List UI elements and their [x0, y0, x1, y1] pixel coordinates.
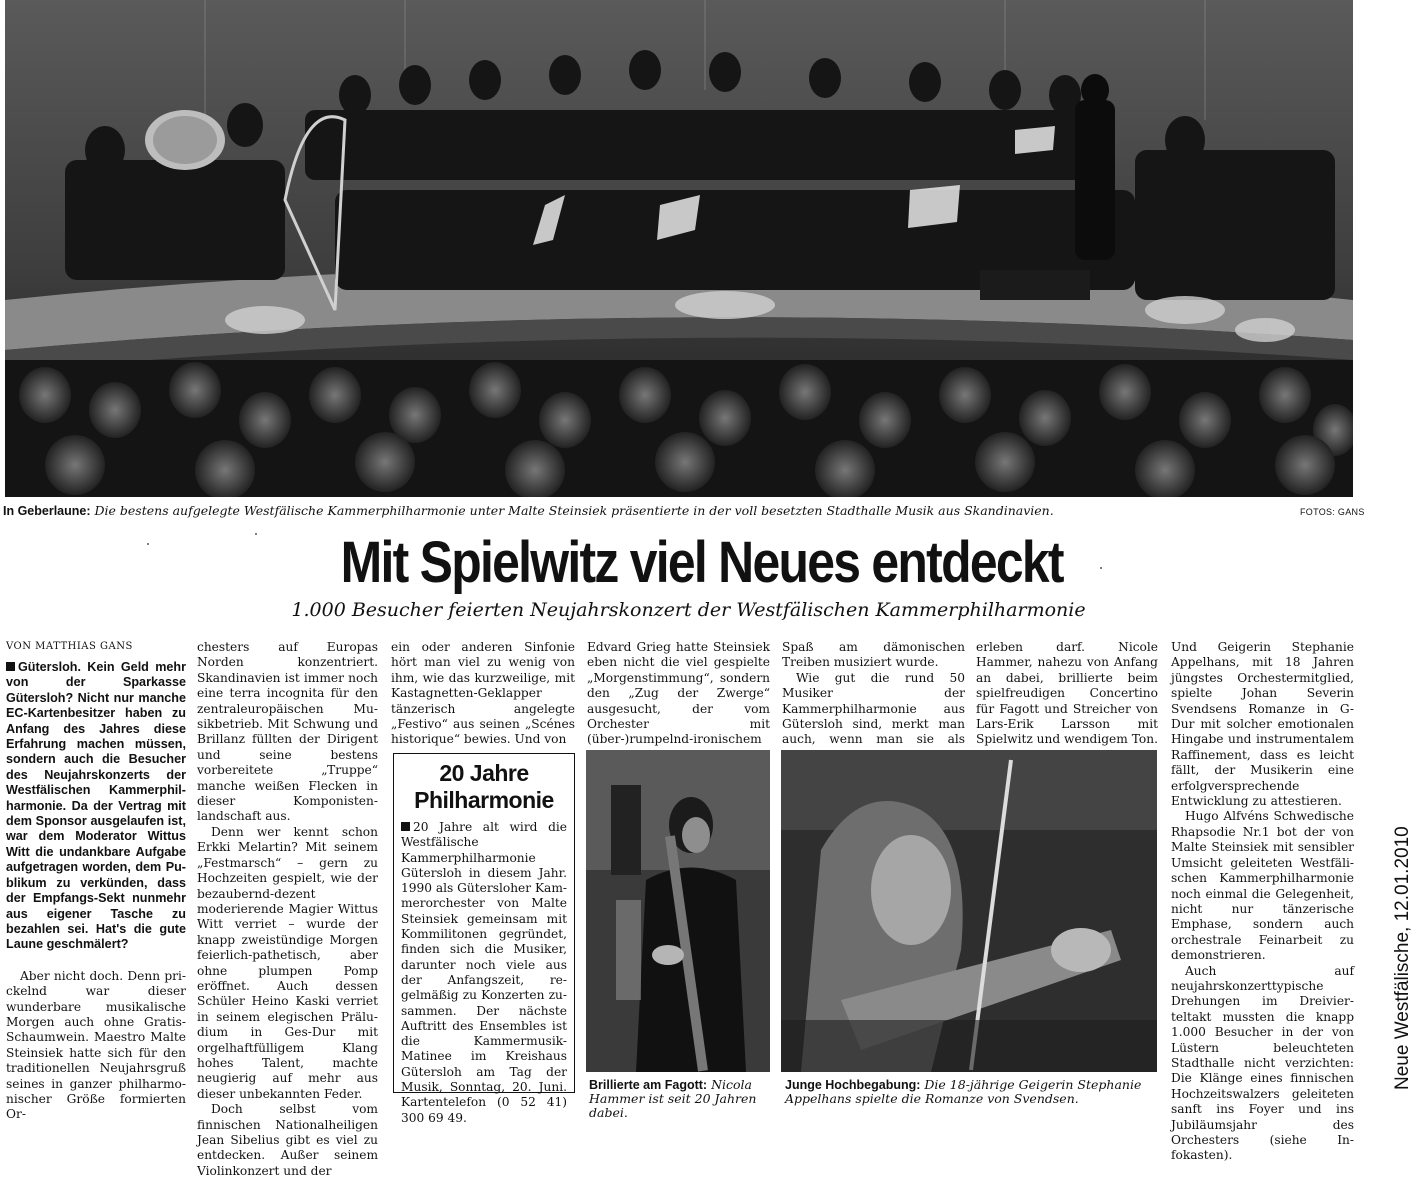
bassoon-caption [589, 1078, 769, 1120]
main-photo-caption [3, 503, 1054, 519]
bassoon-player-photo [586, 750, 770, 1072]
photo-credit: FOTOS: GANS [1300, 507, 1365, 517]
paragraph: chesters auf Europas Norden konzentriert. Skandinavien ist immer noch eine terra incognita für den zentraleuropäischen Musikbetrieb. Mit Schwung und Brillanz füllten der Dirigent und seine bestens vorbereitete „Truppe“ manche weißen Flecken in dieser Komponistenlandschaft aus. [197, 640, 378, 824]
scan-speck [255, 533, 257, 535]
column-7 [1171, 640, 1354, 1164]
paragraph: Auch auf neujahrskonzerttypische Drehungen im Dreivierteltakt mussten die knapp 1.000 Besucher in der von Lüstern beleuchteten Stadthalle nicht verzichten: Die Klänge eines finnischen Hochzeitswalzers geleiteten sanft ins Foyer und ins Jubiläumsjahr des Orchesters (siehe Infokasten). [1171, 963, 1354, 1163]
info-box-title: 20 Jahre Philharmonie [414, 760, 554, 813]
paragraph: Aber nicht doch. Denn prickelnd war dieser wunderbare musikalische Morgen auch ohne Gratis-Schaumwein. Maestro Malte Steinsiek hatte sich für den traditionellen Neujahrsgruß seines in ganzer philharmonischer Größe formierten Or- [6, 968, 186, 1122]
column-3 [391, 640, 575, 748]
paragraph: Und Geigerin Stephanie Appelhans, mit 18 Jahren jüngstes Orchestermitglied, spielte Johan Severin Svendsens Romanze in G-Dur mit solcher emotionalen Hingabe und instrumentalem Raffinement, dass es leicht fällt, der Musikerin eine erfolgversprechende Entwicklung zu attestieren. [1171, 640, 1354, 809]
column-4 [587, 640, 770, 748]
violinist-photo [781, 750, 1157, 1072]
paragraph: Hugo Alfvéns Schwedische Rhapsodie Nr.1 bot der von Malte Steinsiek mit sensibler Umsicht geleiteten Westfälischen Kammerphilharmonie noch einmal die Gelegenheit, nicht nur tänzerische Emphase, sondern auch orchestrale Feinarbeit zu demonstrieren. [1171, 809, 1354, 963]
paragraph: Doch selbst vom finnischen Nationalheiligen Jean Sibelius gibt es viel zu entdecken. Außer seinem Violinkonzert und der [197, 1102, 378, 1178]
source-note: Neue Westfälische, 12.01.2010 [1392, 826, 1413, 1090]
caption-text: Nicola Hammer ist seit 20 Jahren dabei. [589, 1077, 757, 1120]
paragraph: Denn wer kennt schon Erkki Melartin? Mit seinem „Festmarsch“ – gern zu Hochzeiten gespielt, wie der bezaubernd-dezent moderierende Magier Wittus Witt verriet – wurde der knapp zweistündige Morgen feierlich-pathetisch, aber ohne plumpen Pomp eröffnet. Auch dessen Schüler Heino Kaski verriet in seinem elegischen Präludium in Ges-Dur mit orgelhaftfülligem Klang hohes Talent, machte neugierig auf mehr aus dieser unbekannten Feder. [197, 824, 378, 1101]
paragraph: ein oder anderen Sinfonie hört man viel zu wenig von ihm, wie das kurzweilige, mit Kastagnetten-Geklapper tänzerisch angelegte „Festivo“ aus seinen „Scénes historique“ bewies. Und von [391, 640, 575, 747]
info-box-text: 20 Jahre alt wird die Westfälische Kammerphilharmonie Gütersloh in diesem Jahr. 1990 als Gütersloher Kammerorchester von Malte Steinsiek gemeinsam mit Kommilitonen gegründet, finden sich die Musiker, darunter noch viele aus der Anfangszeit, regelmäßig zu Konzerten zusammen. Der nächste Auftritt des Ensembles ist die Kammermusik-Matinee im Kreishaus Gütersloh am Tag der Musik, Sonntag, 20. Juni. Kartentelefon (0 52 41) 300 69 49. [401, 820, 568, 1125]
violin-caption [785, 1078, 1157, 1106]
bullet-square-icon [6, 662, 15, 671]
paragraph: Wie gut die rund 50 Musiker der Kammerphilharmonie aus Gütersloh sind, merkt man auch, wenn man sie als [782, 670, 965, 747]
caption-lead: Brillierte am Fagott: [589, 1078, 708, 1092]
headline: Mit Spielwitz viel Neues entdeckt [340, 530, 1063, 595]
caption-lead: Junge Hochbegabung: [785, 1078, 921, 1092]
info-box [393, 753, 575, 1125]
column-5 [782, 640, 965, 763]
lead-paragraph: Gütersloh. Kein Geld mehr von der Sparkasse Gütersloh? Nicht nur manche EC-Kartenbesitzer haben zu Anfang des Jahres diese Erfahrung machen müssen, sondern auch die Besucher des Neujahrskonzerts der Westfälischen Kammerphilharmonie. Da der Vertrag mit dem Sponsor ausgelaufen ist, war dem Moderator Wittus Witt die undankbare Aufgabe aufgetragen worden, dem Publikum zu verkünden, dass der Empfangs-Sekt nunmehr aus eigener Tasche zu bezahlen sei. Hat's die gute Laune geschmälert? [6, 660, 186, 952]
scan-speck [147, 543, 149, 545]
scan-speck [1100, 567, 1102, 569]
column-6 [976, 640, 1158, 748]
byline: VON MATTHIAS GANS [6, 641, 133, 652]
caption-text: Die 18-jährige Geigerin Stephanie Appelhans spielte die Romanze von Svendsen. [785, 1077, 1142, 1106]
subheadline: 1.000 Besucher feierten Neujahrskonzert der Westfälischen Kammerphilharmonie [291, 599, 1086, 621]
bullet-square-icon [401, 822, 410, 831]
paragraph: Spaß am dämonischen Treiben musiziert wurde. [782, 640, 965, 670]
column-2 [197, 640, 378, 1179]
orchestra-photo [5, 0, 1353, 497]
caption-lead: In Geberlaune: [3, 504, 91, 518]
caption-text: Die bestens aufgelegte Westfälische Kammerphilharmonie unter Malte Steinsiek präsentierte in der voll besetzten Stadthalle Musik aus Skandinavien. [94, 503, 1054, 518]
column-1 [6, 660, 186, 1123]
paragraph: erleben darf. Nicole Hammer, nahezu von Anfang an dabei, brillierte beim spielfreudigen Concertino für Fagott und Streicher von Lars-Erik Larsson mit Spielwitz und wendigem Ton. [976, 640, 1158, 747]
paragraph: Edvard Grieg hatte Steinsiek eben nicht die viel gespielte „Morgenstimmung“, sondern den „Zug der Zwerge“ ausgesucht, der vom Orchester mit (über-)rumpelnd-ironischem [587, 640, 770, 747]
